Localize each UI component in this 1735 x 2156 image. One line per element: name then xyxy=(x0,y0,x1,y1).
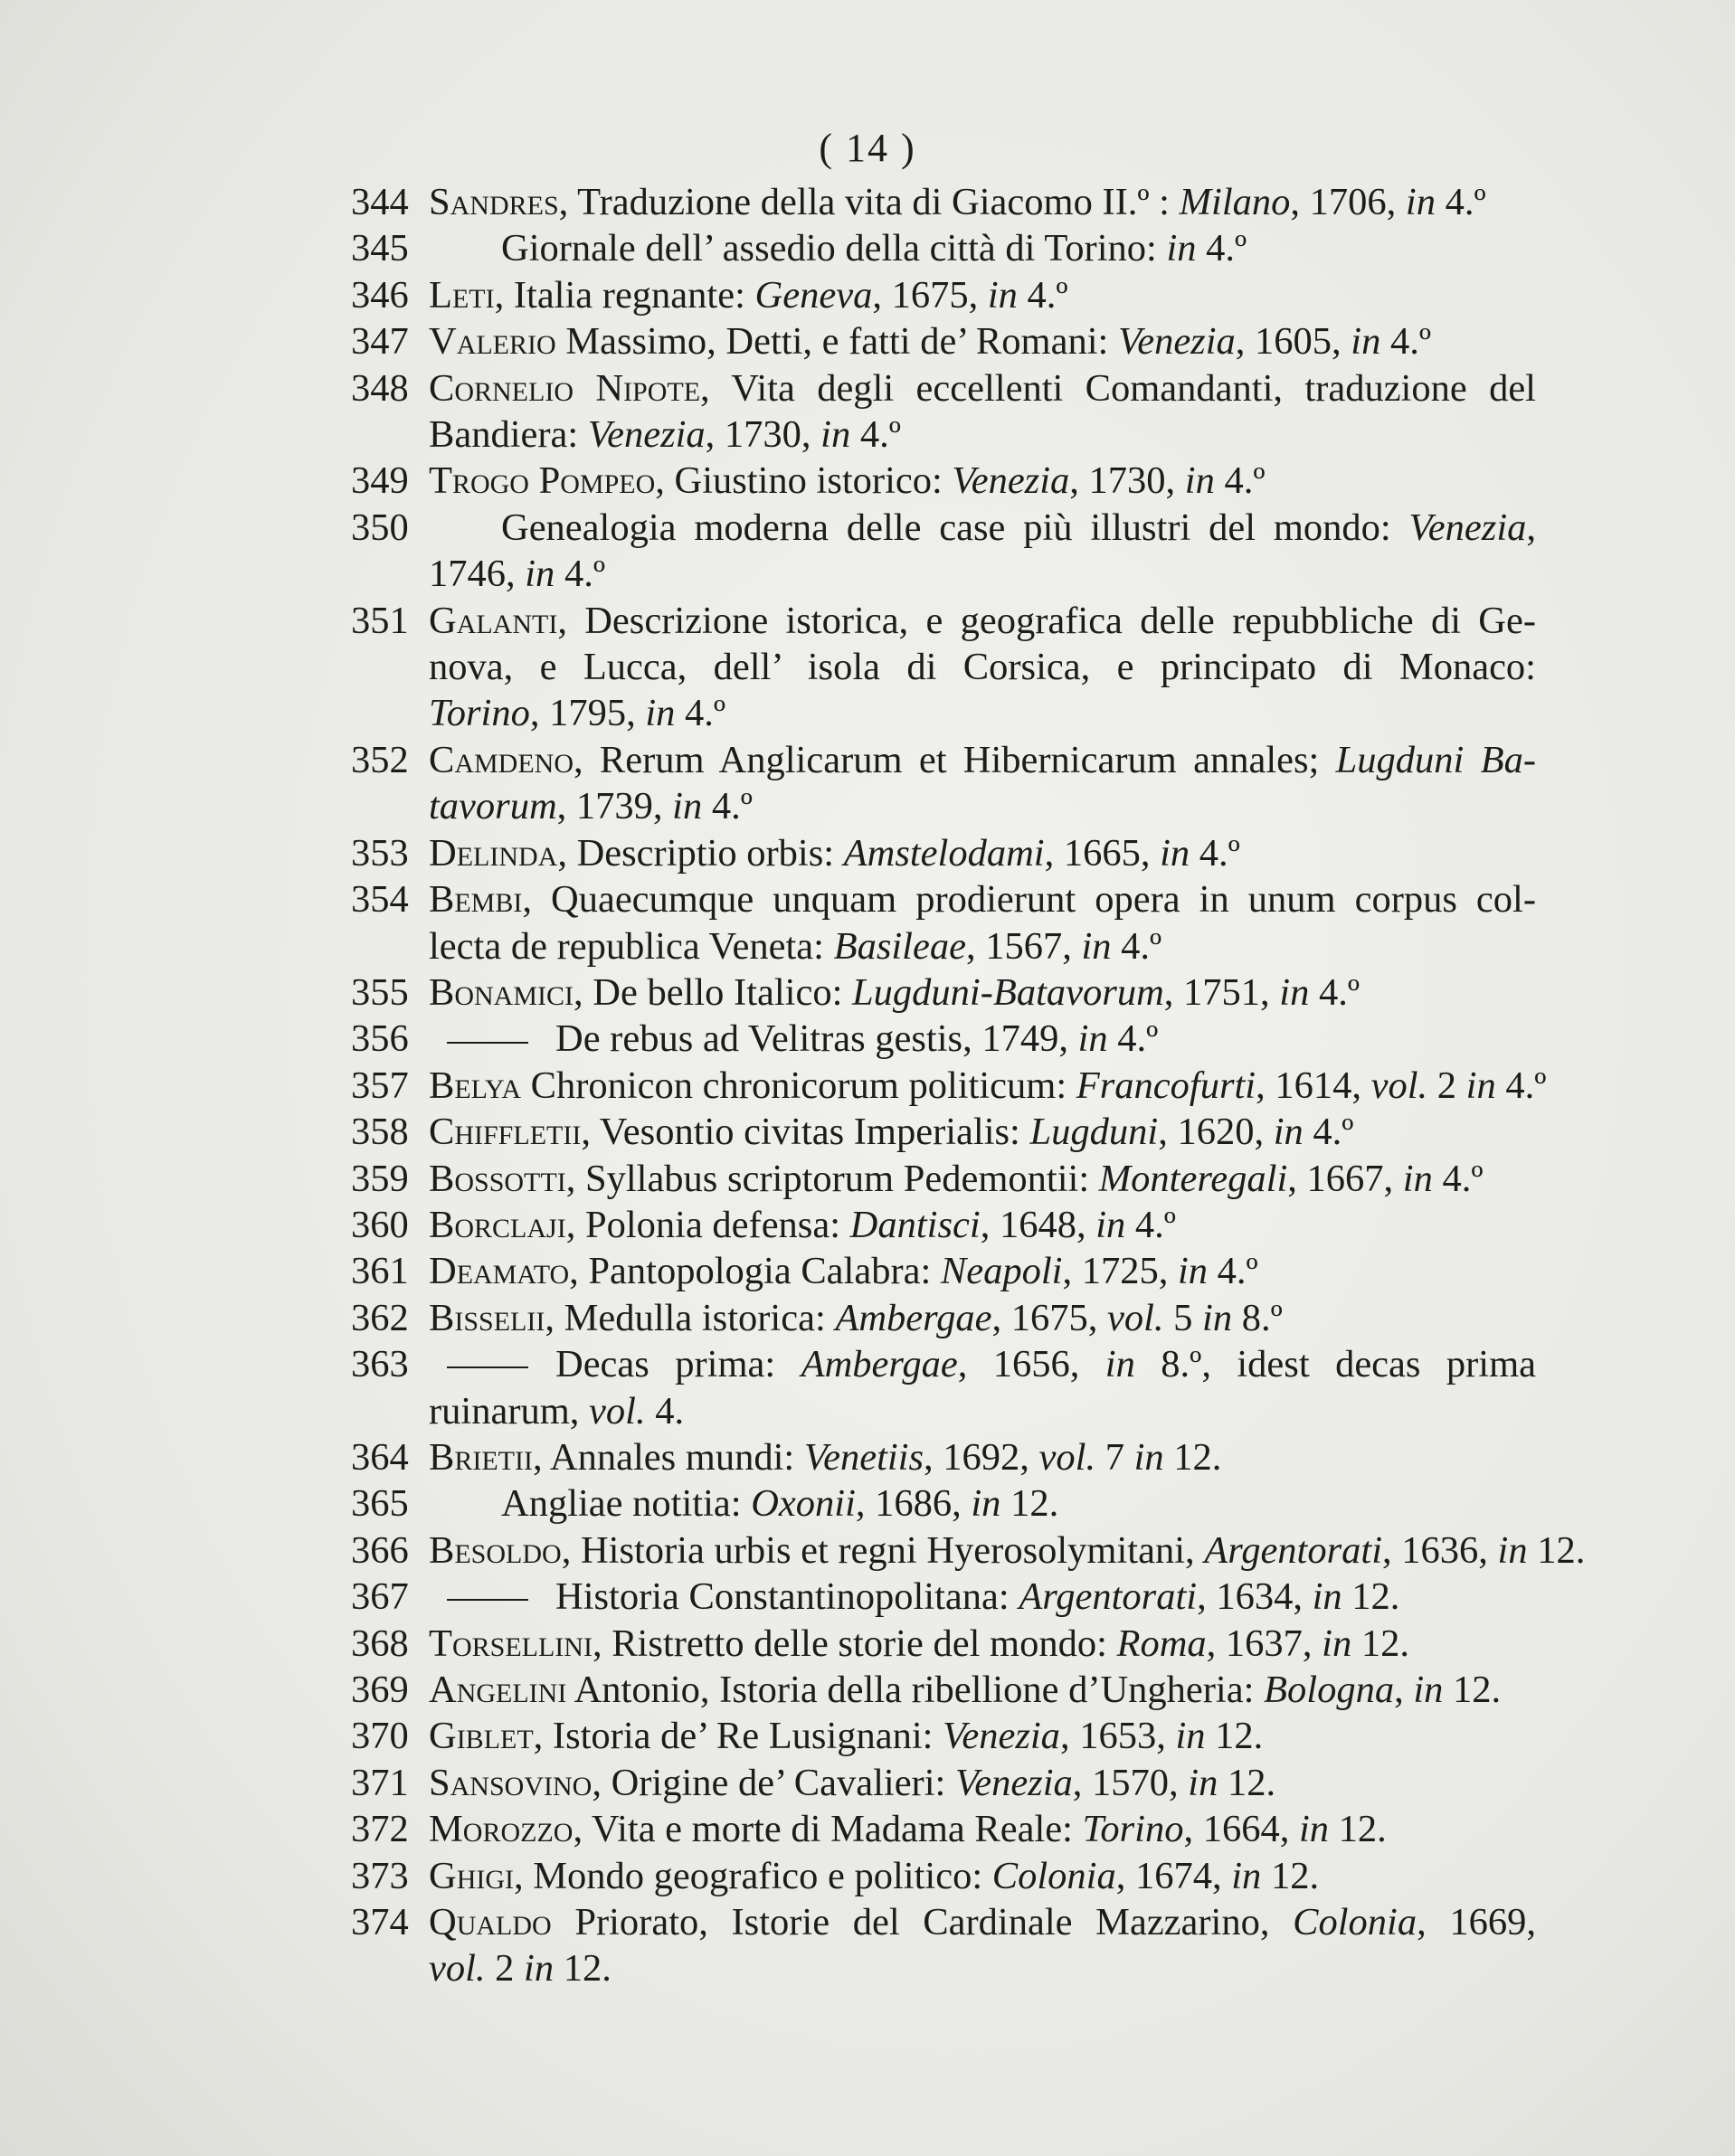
entry-text: , 1751, xyxy=(1163,970,1280,1014)
entry-text: 4.º xyxy=(1380,320,1432,364)
italic-text: in xyxy=(1095,1203,1126,1246)
author-name: Borclaji xyxy=(429,1203,566,1246)
entry-text: , 1620, xyxy=(1158,1111,1274,1154)
author-name: Torsellini xyxy=(429,1622,593,1665)
author-name: Deamato xyxy=(429,1250,570,1293)
entry-text: 5 xyxy=(1163,1296,1203,1339)
entry-line xyxy=(429,1480,1536,1527)
entry-text: , 1674, xyxy=(1115,1854,1232,1897)
entry-text: , 1567, xyxy=(965,924,1082,968)
entry-text: , Giustino istorico: xyxy=(655,459,953,503)
entry-text: , 1739, xyxy=(556,785,673,828)
entry-text: 2 xyxy=(485,1947,525,1991)
catalog-entry xyxy=(351,1480,1536,1527)
italic-text: in xyxy=(1105,1343,1135,1386)
entry-text: , Ristretto delle storie del mondo: xyxy=(592,1622,1117,1665)
entry-text: , 1730, xyxy=(1069,459,1185,503)
author-name: Morozzo xyxy=(429,1808,574,1851)
author-name: Belya xyxy=(429,1064,521,1107)
entry-text: Giornale dell’ assedio della città di Torino: xyxy=(501,227,1167,270)
italic-text: Neapoli xyxy=(940,1250,1063,1293)
entry-text: 4.º xyxy=(1125,1203,1176,1246)
entry-text: 4.º xyxy=(1214,459,1266,503)
italic-text: in xyxy=(525,553,555,596)
entry-text: , Vita e morte di Madama Reale: xyxy=(573,1808,1083,1851)
entry-text: 7 xyxy=(1095,1435,1134,1479)
catalog-entry xyxy=(351,318,1536,364)
entry-number: 372 xyxy=(351,1808,409,1851)
italic-text: in xyxy=(820,413,851,457)
entry-line xyxy=(429,1574,1536,1620)
entry-line xyxy=(429,1016,1536,1062)
entry-line xyxy=(429,1202,1536,1248)
catalog-entry xyxy=(351,365,1536,459)
catalog-entry xyxy=(351,598,1536,737)
entry-line xyxy=(429,923,1536,969)
entry-text: 12. xyxy=(1329,1808,1387,1851)
entry-text: 2 xyxy=(1427,1064,1466,1107)
entry-text: , 1648, xyxy=(980,1203,1096,1246)
italic-text: vol. xyxy=(589,1389,646,1433)
italic-text: in xyxy=(672,785,703,828)
entry-line xyxy=(429,225,1536,271)
entry-text: , 1637, xyxy=(1206,1622,1323,1665)
entry-text: Priorato, Istorie del Cardinale Mazzarino, xyxy=(551,1901,1294,1944)
entry-text: , Vita degli eccellenti Comandanti, traduzione del xyxy=(700,366,1536,410)
entry-line xyxy=(429,1248,1536,1294)
entry-text: , Rerum Anglicarum et Hibernicarum annales; xyxy=(574,738,1336,781)
entry-line xyxy=(429,1295,1536,1341)
catalog-entry xyxy=(351,1248,1536,1294)
entry-text: Genealogia moderna delle case più illustri del mondo: xyxy=(501,506,1409,549)
entry-text: 4.º xyxy=(1208,1250,1258,1293)
entry-text: , 1730, xyxy=(705,413,821,457)
entry-text: , 1725, xyxy=(1062,1250,1178,1293)
entry-text: 12. xyxy=(1261,1854,1320,1897)
italic-text: in xyxy=(1273,1111,1304,1154)
catalog-entry xyxy=(351,1853,1536,1899)
entry-text: , 1570, xyxy=(1072,1761,1189,1804)
italic-text: Torino xyxy=(429,692,530,735)
catalog-entry xyxy=(351,1202,1536,1248)
entry-text: , De bello Italico: xyxy=(574,970,853,1014)
entry-text: 12. xyxy=(1000,1482,1059,1526)
italic-text: Venezia xyxy=(954,1761,1073,1804)
italic-text: Venezia xyxy=(587,413,706,457)
italic-text: Lugduni-Batavorum xyxy=(852,970,1164,1014)
entry-text: 4.º xyxy=(1309,970,1361,1014)
entry-line xyxy=(429,505,1536,551)
author-name: Camdeno xyxy=(429,738,574,781)
author-name: Besoldo xyxy=(429,1528,562,1572)
italic-text: Francofurti xyxy=(1076,1064,1256,1107)
catalog-entry xyxy=(351,179,1536,225)
italic-text: Torino xyxy=(1082,1808,1184,1851)
entry-text: 12. xyxy=(1163,1435,1222,1479)
entry-text: , 1675, xyxy=(991,1296,1107,1339)
entry-text: Historia Constantinopolitana: xyxy=(555,1575,1019,1619)
italic-text: in xyxy=(1133,1435,1164,1479)
entry-text: , 1614, xyxy=(1256,1064,1371,1107)
entry-text: , Polonia defensa: xyxy=(565,1203,850,1246)
italic-text: in xyxy=(645,692,676,735)
entry-text: , 1665, xyxy=(1044,831,1161,875)
entry-text: , Pantopologia Calabra: xyxy=(569,1250,941,1293)
entry-text: , Italia regnante: xyxy=(494,273,755,317)
catalog-entry xyxy=(351,1806,1536,1852)
entry-line xyxy=(429,1434,1536,1480)
italic-text: in xyxy=(987,273,1018,317)
entry-text: Chronicon chronicorum politicum: xyxy=(521,1064,1076,1107)
entry-text: , Descrizione istorica, e geografica delle repubbliche di Ge- xyxy=(557,599,1536,642)
entry-text: , 1653, xyxy=(1059,1715,1176,1758)
italic-text: Ambergae xyxy=(801,1343,958,1386)
italic-text: in xyxy=(1202,1296,1233,1339)
entry-line xyxy=(429,1109,1536,1155)
italic-text: in xyxy=(1413,1669,1444,1711)
entry-text: , xyxy=(1526,506,1536,549)
entry-number: 345 xyxy=(351,227,409,270)
italic-text: Venezia xyxy=(952,459,1070,503)
entry-number: 361 xyxy=(351,1250,409,1293)
entry-text: nova, e Lucca, dell’ isola di Corsica, e principato di Monaco: xyxy=(429,646,1536,689)
italic-text: Milano xyxy=(1179,181,1291,223)
catalog-entry xyxy=(351,1109,1536,1155)
italic-text: in xyxy=(1160,831,1190,875)
entry-text: 4.º xyxy=(1111,924,1162,968)
italic-text: Venezia xyxy=(1408,506,1527,549)
catalog-entry xyxy=(351,1156,1536,1202)
entry-text: 4.º xyxy=(1190,831,1240,875)
italic-text: Argentorati xyxy=(1204,1528,1383,1572)
catalog-entry xyxy=(351,1295,1536,1341)
italic-text: in xyxy=(1231,1854,1262,1897)
author-name: Sandres xyxy=(429,181,559,223)
entry-text: 4.º xyxy=(1495,1064,1547,1107)
entry-number: 353 xyxy=(351,831,409,875)
author-name: Ghigi xyxy=(429,1854,515,1897)
entry-text: , Istoria de’ Re Lusignani: xyxy=(533,1715,943,1758)
entry-number: 356 xyxy=(351,1017,409,1061)
entry-number: 362 xyxy=(351,1296,409,1339)
italic-text: in xyxy=(1077,1017,1108,1061)
author-name: Bossotti xyxy=(429,1157,566,1200)
entry-text: Bandiera: xyxy=(429,413,588,457)
entry-line xyxy=(429,179,1536,225)
italic-text: Oxonii xyxy=(751,1482,856,1526)
entry-line xyxy=(429,318,1536,364)
entry-line xyxy=(429,1156,1536,1202)
italic-text: in xyxy=(524,1947,555,1991)
entry-line xyxy=(429,737,1536,783)
catalog-entry xyxy=(351,1899,1536,1992)
entry-line xyxy=(429,1063,1547,1109)
italic-text: in xyxy=(1298,1808,1330,1851)
entry-line xyxy=(429,830,1536,876)
entry-line xyxy=(429,598,1536,644)
catalog-entry xyxy=(351,876,1536,969)
catalog-entry xyxy=(351,1574,1536,1620)
entry-line xyxy=(429,1341,1536,1387)
catalog-entry xyxy=(351,1016,1536,1062)
catalog-entry xyxy=(351,1621,1536,1667)
italic-text: in xyxy=(1175,1715,1206,1758)
italic-text: in xyxy=(1405,181,1436,223)
entry-line xyxy=(429,1899,1536,1945)
entry-text: lecta de republica Veneta: xyxy=(429,924,834,968)
entry-line xyxy=(429,272,1536,318)
entry-line xyxy=(429,876,1536,922)
italic-text: Geneva xyxy=(754,273,873,317)
entry-text: , 1636, xyxy=(1382,1528,1498,1572)
entry-text: 12. xyxy=(554,1947,612,1991)
entry-line xyxy=(429,969,1536,1016)
entry-line xyxy=(429,1806,1536,1852)
italic-text: tavorum xyxy=(429,785,557,828)
catalog-entry xyxy=(351,737,1536,830)
entry-text: , 1664, xyxy=(1183,1808,1299,1851)
entry-text: 8.º xyxy=(1232,1296,1283,1339)
ditto-dash xyxy=(447,1366,528,1368)
entry-text: , Syllabus scriptorum Pedemontii: xyxy=(565,1157,1099,1200)
entry-text: 4.º xyxy=(1017,273,1068,317)
author-name: Valerio xyxy=(429,320,556,364)
entry-text: , Mondo geografico e politico: xyxy=(514,1854,992,1897)
entry-number: 357 xyxy=(351,1064,409,1107)
catalog-entry xyxy=(351,1341,1536,1434)
entry-number: 363 xyxy=(351,1343,409,1386)
entry-line xyxy=(429,1760,1536,1806)
author-name: Brietii xyxy=(429,1435,533,1479)
italic-text: in xyxy=(1184,459,1215,503)
entry-text: 12. xyxy=(1342,1575,1400,1619)
entry-text: , 1669, xyxy=(1417,1901,1537,1944)
italic-text: in xyxy=(1322,1622,1352,1665)
entry-text: , Vesontio civitas Imperialis: xyxy=(581,1111,1030,1154)
author-name: Leti xyxy=(429,273,495,317)
entry-text: , 1605, xyxy=(1235,320,1351,364)
entry-number: 373 xyxy=(351,1854,409,1897)
italic-text: Venetiis xyxy=(803,1435,924,1479)
entry-text: , Annales mundi: xyxy=(532,1435,804,1479)
catalog-entry xyxy=(351,458,1536,504)
italic-text: Venezia xyxy=(943,1715,1060,1758)
entry-text: 12. xyxy=(1527,1528,1586,1572)
italic-text: vol. xyxy=(1370,1064,1428,1107)
entry-text: 12. xyxy=(1351,1622,1409,1665)
italic-text: Lugduni xyxy=(1029,1111,1159,1154)
catalog-entry xyxy=(351,505,1536,598)
entry-line xyxy=(429,411,1536,458)
entry-text: 4.º xyxy=(675,692,726,735)
italic-text: Monteregali xyxy=(1098,1157,1288,1200)
entry-number: 349 xyxy=(351,459,409,503)
entry-line xyxy=(429,551,1536,597)
entry-text: , Descriptio orbis: xyxy=(557,831,844,875)
entry-number: 366 xyxy=(351,1528,409,1572)
entry-number: 368 xyxy=(351,1622,409,1665)
entry-text: 8.º, idest decas prima xyxy=(1134,1343,1536,1386)
entry-number: 344 xyxy=(351,181,409,223)
entry-text: Decas prima: xyxy=(555,1343,801,1386)
entry-text: , Quaecumque unquam prodierunt opera in unum corpus col- xyxy=(522,878,1536,922)
entry-number: 358 xyxy=(351,1111,409,1154)
entry-text: , 1656, xyxy=(957,1343,1105,1386)
entry-text: Angliae notitia: xyxy=(501,1482,752,1526)
italic-text: Bologna xyxy=(1264,1669,1395,1711)
author-name: Delinda xyxy=(429,831,558,875)
entry-text: , 1706, xyxy=(1290,181,1406,223)
italic-text: vol. xyxy=(1038,1435,1096,1479)
entry-line xyxy=(429,783,1536,829)
catalog-entry xyxy=(351,830,1536,876)
page-number: ( 14 ) xyxy=(819,126,916,170)
entry-number: 354 xyxy=(351,878,409,922)
italic-text: in xyxy=(1279,970,1310,1014)
italic-text: in xyxy=(1402,1157,1433,1200)
author-name: Giblet xyxy=(429,1715,534,1758)
entry-text: , 1692, xyxy=(924,1435,1039,1479)
author-name: Sansovino xyxy=(429,1761,593,1804)
entry-text: 4.º xyxy=(702,785,753,828)
entry-text: 4.º xyxy=(1107,1017,1159,1061)
author-name: Chiffletii xyxy=(429,1111,582,1154)
catalog-entry xyxy=(351,1063,1547,1109)
entry-text: , Medulla istorica: xyxy=(545,1296,836,1339)
entry-number: 367 xyxy=(351,1575,409,1619)
italic-text: in xyxy=(1166,227,1197,270)
catalog-entry xyxy=(351,1667,1536,1713)
italic-text: in xyxy=(1497,1528,1528,1572)
entry-number: 351 xyxy=(351,599,409,642)
author-name: Bonamici xyxy=(429,970,574,1014)
entry-text: 4.º xyxy=(1303,1111,1354,1154)
entry-line xyxy=(429,458,1536,504)
ditto-dash xyxy=(447,1042,528,1044)
entry-text: 12. xyxy=(1218,1761,1276,1804)
entry-number: 369 xyxy=(351,1669,409,1711)
entry-line xyxy=(429,1621,1536,1667)
entry-text: , xyxy=(1394,1669,1414,1711)
catalog-entry xyxy=(351,1527,1586,1574)
entry-text: , 1634, xyxy=(1197,1575,1313,1619)
italic-text: Roma xyxy=(1116,1622,1207,1665)
entry-text: 4.º xyxy=(555,553,605,596)
italic-text: in xyxy=(1188,1761,1218,1804)
entry-text: 4.º xyxy=(1432,1157,1484,1200)
entry-text: , 1675, xyxy=(872,273,988,317)
entry-text: , 1795, xyxy=(529,692,646,735)
entry-line xyxy=(429,365,1536,411)
author-name: Galanti xyxy=(429,599,558,642)
author-name: Trogo Pompeo xyxy=(429,459,656,503)
entry-line xyxy=(429,1667,1536,1713)
catalog-entry xyxy=(351,1434,1536,1480)
catalog-entry xyxy=(351,1760,1536,1806)
italic-text: Colonia xyxy=(1293,1901,1417,1944)
entry-number: 365 xyxy=(351,1482,409,1526)
entry-number: 350 xyxy=(351,506,409,549)
entry-line xyxy=(429,1388,1536,1434)
entry-line xyxy=(429,690,1536,736)
entry-text: ruinarum, xyxy=(429,1389,590,1433)
author-name: Bisselii xyxy=(429,1296,545,1339)
ditto-dash xyxy=(447,1599,528,1601)
entry-text: , 1686, xyxy=(855,1482,972,1526)
catalog-entry xyxy=(351,969,1536,1016)
italic-text: Basileae xyxy=(833,924,966,968)
entry-number: 355 xyxy=(351,970,409,1014)
entry-text: 12. xyxy=(1443,1669,1502,1711)
entry-text: , Historia urbis et regni Hyerosolymitani, xyxy=(561,1528,1205,1572)
entry-line xyxy=(429,1945,1536,1991)
entry-line xyxy=(429,644,1536,690)
entry-text: Massimo, Detti, e fatti de’ Romani: xyxy=(555,320,1118,364)
italic-text: Lugduni Ba- xyxy=(1335,738,1536,781)
entry-number: 370 xyxy=(351,1715,409,1758)
italic-text: Argentorati xyxy=(1019,1575,1198,1619)
entry-number: 364 xyxy=(351,1435,409,1479)
author-name: Qualdo xyxy=(429,1901,552,1944)
italic-text: Dantisci xyxy=(849,1203,981,1246)
author-name: Cornelio Nipote xyxy=(429,366,701,410)
entry-text: Antonio, Istoria della ribellione d’Ungheria: xyxy=(566,1669,1265,1711)
entry-number: 360 xyxy=(351,1203,409,1246)
italic-text: Ambergae xyxy=(835,1296,992,1339)
entry-text: 4.º xyxy=(1196,227,1247,270)
entry-number: 374 xyxy=(351,1901,409,1944)
entry-text: , Traduzione della vita di Giacomo II.º : xyxy=(558,181,1180,223)
entry-text: , 1667, xyxy=(1287,1157,1403,1200)
entry-text: , Origine de’ Cavalieri: xyxy=(592,1761,955,1804)
catalog-entry xyxy=(351,225,1536,271)
entry-number: 347 xyxy=(351,320,409,364)
italic-text: Venezia xyxy=(1117,320,1236,364)
entry-number: 348 xyxy=(351,366,409,410)
entry-number: 371 xyxy=(351,1761,409,1804)
entry-number: 352 xyxy=(351,738,409,781)
italic-text: Amstelodami xyxy=(843,831,1045,875)
entry-text: 4. xyxy=(645,1389,685,1433)
italic-text: Colonia xyxy=(991,1854,1116,1897)
catalog-entry-list xyxy=(351,179,1586,1992)
author-name: Bembi xyxy=(429,878,523,922)
entry-line xyxy=(429,1853,1536,1899)
entry-text: 1746, xyxy=(429,553,526,596)
entry-number: 346 xyxy=(351,273,409,317)
italic-text: in xyxy=(1351,320,1381,364)
entry-line xyxy=(429,1527,1586,1574)
italic-text: vol. xyxy=(1106,1296,1164,1339)
italic-text: in xyxy=(1465,1064,1496,1107)
entry-number: 359 xyxy=(351,1157,409,1200)
italic-text: in xyxy=(971,1482,1001,1526)
italic-text: in xyxy=(1312,1575,1342,1619)
entry-text: 12. xyxy=(1205,1715,1264,1758)
entry-text: De rebus ad Velitras gestis, 1749, xyxy=(555,1017,1078,1061)
entry-text: 4.º xyxy=(1435,181,1486,223)
author-name: Angelini xyxy=(429,1669,567,1711)
italic-text: vol. xyxy=(429,1947,486,1991)
entry-line xyxy=(429,1713,1536,1759)
italic-text: in xyxy=(1177,1250,1209,1293)
catalog-entry xyxy=(351,272,1536,318)
italic-text: in xyxy=(1081,924,1112,968)
catalog-entry xyxy=(351,1713,1536,1759)
entry-text: 4.º xyxy=(850,413,901,457)
